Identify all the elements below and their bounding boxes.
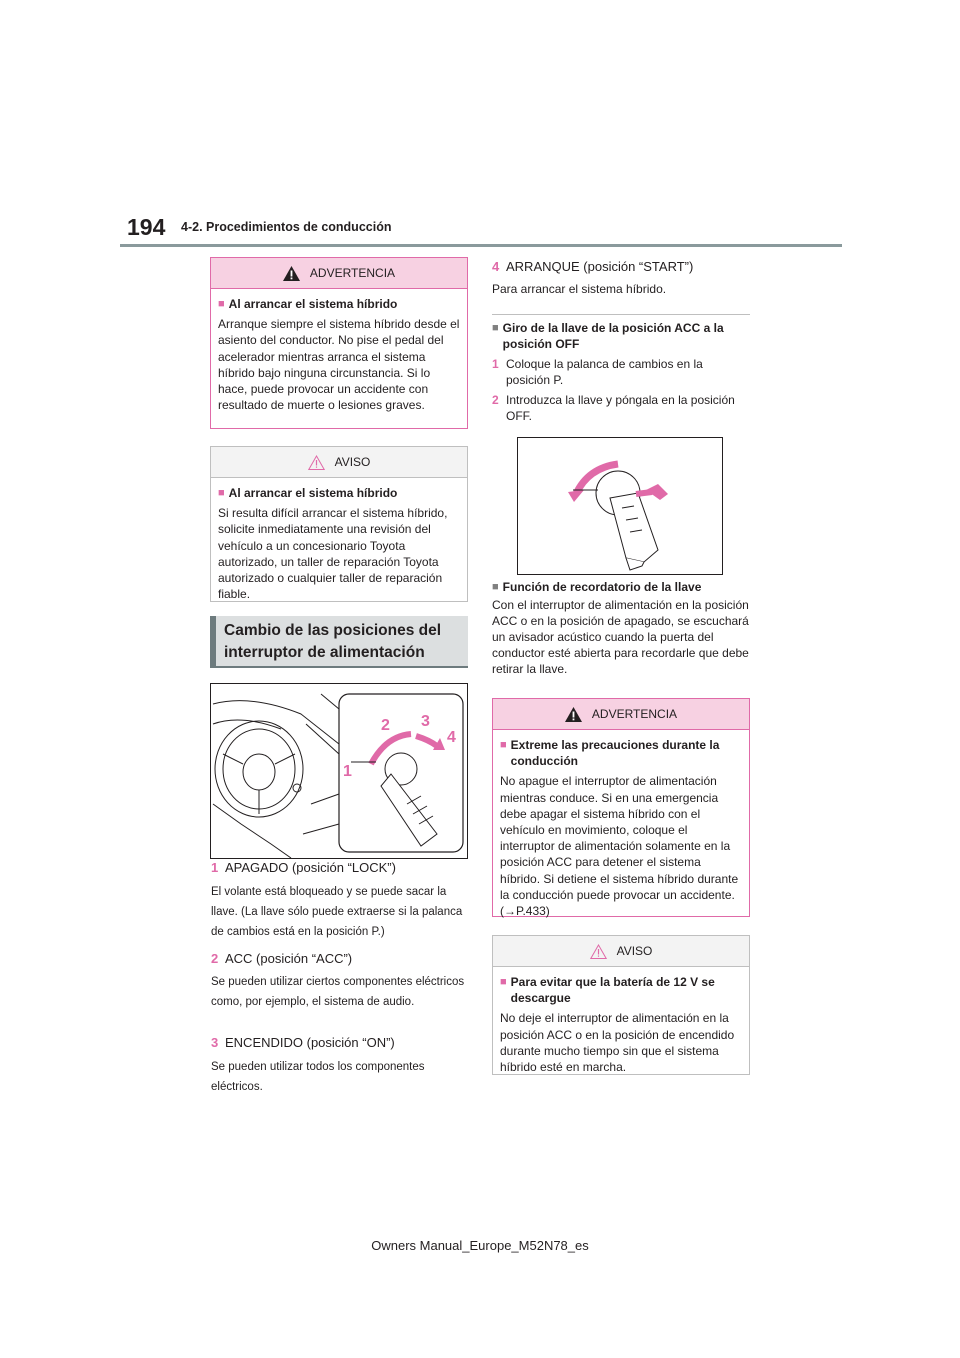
notice-header <box>211 447 467 478</box>
item-title: ARRANQUE (posición “START”) <box>506 259 694 274</box>
warning-box-driving <box>492 698 750 917</box>
position-item-2 <box>211 951 352 966</box>
step-number: 2 <box>492 393 499 407</box>
notice-label: AVISO <box>334 455 371 469</box>
position-item-4 <box>492 259 693 274</box>
warning-triangle-icon <box>283 266 300 281</box>
item-description: Se pueden utilizar ciertos componentes eléctricos como, por ejemplo, el sistema de audio. <box>211 976 465 1008</box>
item-description: Se pueden utilizar todos los componentes eléctricos. <box>211 1061 425 1093</box>
step-text: Coloque la palanca de cambios en la posición P. <box>506 357 703 387</box>
warning-label: ADVERTENCIA <box>591 707 678 721</box>
notice-box-battery <box>492 935 750 1075</box>
bullet-square-icon: ■ <box>218 298 225 310</box>
bullet-square-icon: ■ <box>500 976 507 988</box>
reminder-text: Con el interruptor de alimentación en la posición ACC o en la posición de apagado, se escuchará un avisador acústico cuando la puerta del conductor esté abierta para recordarle que debe retirar la llave. <box>492 598 749 676</box>
item-title: ACC (posición “ACC”) <box>225 951 353 966</box>
notice-title: Al arrancar el sistema híbrido <box>228 486 398 500</box>
turn-key-title: ■ Giro de la llave de la posición ACC a la posición OFF <box>492 321 724 351</box>
item-number: 4 <box>492 259 500 274</box>
item-description: Para arrancar el sistema híbrido. <box>492 282 667 296</box>
item-title: ENCENDIDO (posición “ON”) <box>225 1035 395 1050</box>
bullet-square-icon: ■ <box>492 581 499 593</box>
notice-header <box>493 936 749 967</box>
reminder-title: ■ Función de recordatorio de la llave <box>492 580 702 594</box>
notice-text: No deje el interruptor de alimentación en la posición ACC o en la posición de encendido durante mucho tiempo sin que el sistema híbrido esté en marcha. <box>500 1011 735 1075</box>
notice-text: Si resulta difícil arrancar el sistema híbrido, solicite inmediatamente una revisión del vehículo a un concesionario Toyota autorizado, un taller de reparación Toyota autorizado o cualquier taller de reparación fiable. <box>218 506 448 602</box>
item-number: 3 <box>211 1035 219 1050</box>
warning-title: Al arrancar el sistema híbrido <box>228 297 398 311</box>
caution-triangle-icon <box>590 944 607 959</box>
figure-label-3: 3 <box>421 713 430 730</box>
warning-label: ADVERTENCIA <box>309 266 396 280</box>
warning-text: Arranque siempre el sistema híbrido desde el asiento del conductor. No pise el pedal del acelerador mientras arranca el sistema híbrido bajo ninguna circunstancia. Si lo hace, puede provocar un accidente con resultado de muerte o lesiones graves. <box>218 317 460 413</box>
figure-label-2: 2 <box>381 717 390 734</box>
item-number: 2 <box>211 951 219 966</box>
warning-triangle-icon <box>565 707 582 722</box>
header-rule <box>120 244 842 247</box>
dashboard-illustration <box>211 684 467 858</box>
divider <box>492 314 750 315</box>
key-turn-figure <box>517 437 723 575</box>
step-number: 1 <box>492 357 499 371</box>
warning-box-start <box>210 257 468 429</box>
position-item-1 <box>211 860 396 875</box>
power-switch-figure <box>210 683 468 859</box>
warning-title: Extreme las precauciones durante la conducción <box>510 738 720 769</box>
notice-label: AVISO <box>616 944 653 958</box>
item-description: El volante está bloqueado y se puede sacar la llave. (La llave sólo puede extraerse si la palanca de cambios está en la posición P.) <box>211 886 463 938</box>
section-title: 4-2. Procedimientos de conducción <box>181 220 392 234</box>
bullet-square-icon: ■ <box>500 739 507 751</box>
warning-header <box>493 699 749 730</box>
warning-header <box>211 258 467 289</box>
item-number: 1 <box>211 860 219 875</box>
item-title: APAGADO (posición “LOCK”) <box>225 860 396 875</box>
step-text: Introduzca la llave y póngala en la posición OFF. <box>506 393 735 423</box>
page-number: 194 <box>127 214 166 240</box>
figure-label-4: 4 <box>447 729 456 746</box>
notice-box-start <box>210 446 468 602</box>
key-illustration <box>518 438 722 574</box>
caution-triangle-icon <box>308 455 325 470</box>
position-item-3 <box>211 1035 395 1050</box>
step-1 <box>492 356 750 388</box>
section-heading: Cambio de las posiciones del interruptor de alimentación <box>210 616 468 668</box>
figure-label-1: 1 <box>343 763 352 780</box>
warning-text: No apague el interruptor de alimentación mientras conduce. Si en una emergencia debe apagar el sistema híbrido con el vehículo en movimiento, coloque el interruptor de alimentación solamente en la posición ACC para detener el sistema híbrido. Si detiene el sistema híbrido durante la conducción puede provocar un accidente. (→P.433) <box>500 774 739 919</box>
footer-text: Owners Manual_Europe_M52N78_es <box>371 1238 589 1253</box>
notice-title: Para evitar que la batería de 12 V se descargue <box>510 975 715 1006</box>
bullet-square-icon: ■ <box>492 322 499 334</box>
bullet-square-icon: ■ <box>218 487 225 499</box>
step-2 <box>492 392 750 424</box>
